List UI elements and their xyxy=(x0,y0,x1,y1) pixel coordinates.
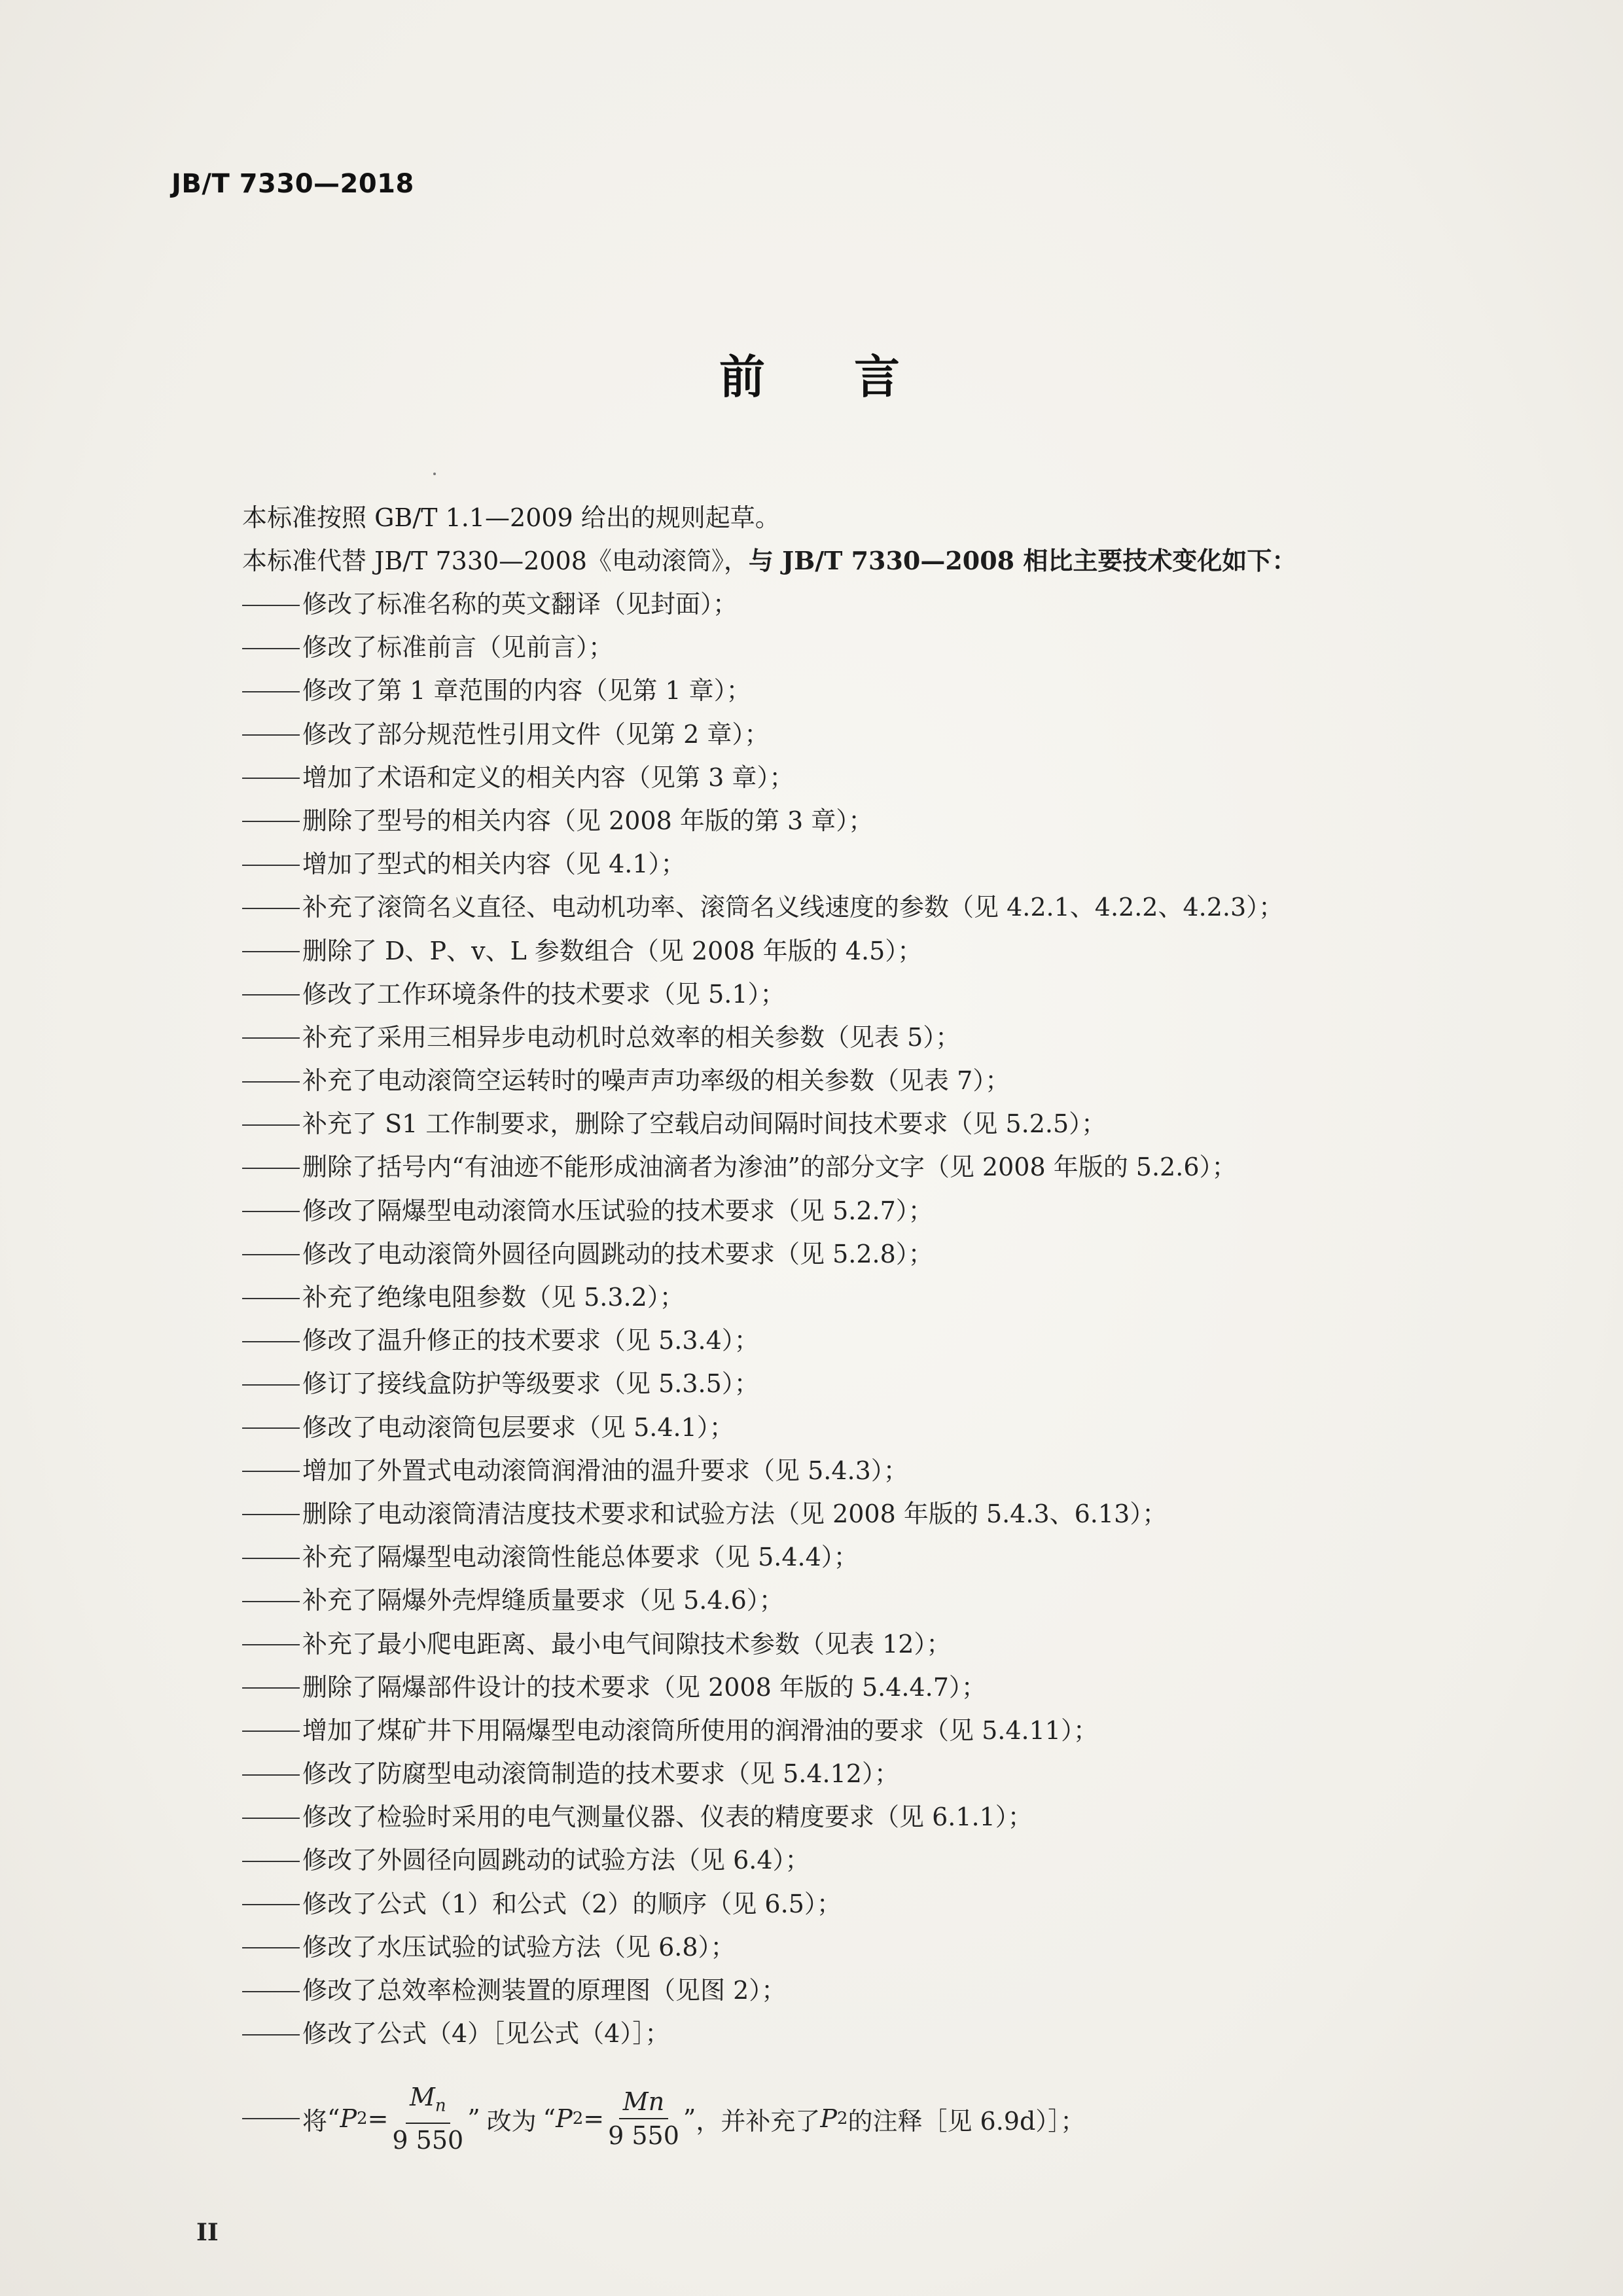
list-item: 修改了防腐型电动滚筒制造的技术要求（见 5.4.12）； xyxy=(242,1752,1486,1795)
list-item: 修改了公式（1）和公式（2）的顺序（见 6.5）； xyxy=(242,1882,1486,1926)
change-list xyxy=(242,583,1486,2055)
list-item: 修改了工作环境条件的技术要求（见 5.1）； xyxy=(242,973,1486,1016)
list-item: 删除了 D、P、v、L 参数组合（见 2008 年版的 4.5）； xyxy=(242,929,1486,973)
list-item: 修改了公式（4）［见公式（4）］； xyxy=(242,2012,1486,2055)
list-item: 修改了标准前言（见前言）； xyxy=(242,626,1486,669)
formula-p: P xyxy=(340,2104,357,2133)
page-title xyxy=(0,340,1623,406)
standard-number: JB/T 7330—2018 xyxy=(171,169,414,199)
intro-paragraph xyxy=(242,496,1472,539)
list-item: 修改了第 1 章范围的内容（见第 1 章）； xyxy=(242,669,1486,712)
list-item: 增加了术语和定义的相关内容（见第 3 章）； xyxy=(242,756,1486,799)
list-item: 修改了电动滚筒外圆径向圆跳动的技术要求（见 5.2.8）； xyxy=(242,1232,1486,1276)
list-item: 补充了 S1 工作制要求，删除了空载启动间隔时间技术要求（见 5.2.5）； xyxy=(242,1102,1486,1145)
intro-line-1: 本标准按照 GB/T 1.1—2009 给出的规则起草。 xyxy=(242,503,780,532)
list-item: 补充了隔爆外壳焊缝质量要求（见 5.4.6）； xyxy=(242,1579,1486,1622)
list-item: 补充了最小爬电距离、最小电气间隙技术参数（见表 12）； xyxy=(242,1623,1486,1666)
intro-paragraph-2 xyxy=(242,539,1472,583)
list-item: 增加了型式的相关内容（见 4.1）； xyxy=(242,842,1486,886)
list-item: 修改了外圆径向圆跳动的试验方法（见 6.4）； xyxy=(242,1839,1486,1882)
list-item: 修改了检验时采用的电气测量仪器、仪表的精度要求（见 6.1.1）； xyxy=(242,1795,1486,1839)
list-item: 补充了隔爆型电动滚筒性能总体要求（见 5.4.4）； xyxy=(242,1535,1486,1579)
list-item: 修改了标准名称的英文翻译（见封面）； xyxy=(242,583,1486,626)
list-item: 删除了括号内“有油迹不能形成油滴者为渗油”的部分文字（见 2008 年版的 5.2.6）； xyxy=(242,1145,1486,1189)
formula-prefix: 将 xyxy=(302,2106,328,2136)
list-item: 修改了温升修正的技术要求（见 5.3.4）； xyxy=(242,1319,1486,1362)
formula-middle: 改为 xyxy=(486,2106,537,2136)
title-char-2: 言 xyxy=(854,350,904,404)
scan-speck xyxy=(433,473,436,475)
new-fraction: $\frac{Mn}{9 550}$ xyxy=(608,2087,679,2150)
list-item: 修订了接线盒防护等级要求（见 5.3.5）； xyxy=(242,1362,1486,1405)
page-number: II xyxy=(196,2219,219,2246)
list-item: 删除了电动滚筒清洁度技术要求和试验方法（见 2008 年版的 5.4.3、6.13）； xyxy=(242,1492,1486,1535)
formula-change-item: 将 “ P 2 = $\frac{M_n}{9 550}$ ” 改为 “ P 2 = $\frac{Mn}{9 550}$ ” ，并补充了 P 2 的注释［见 6.9d）］； xyxy=(242,2083,1085,2155)
intro-line-2-start: 本标准代替 JB/T 7330—2008《电动滚筒》， xyxy=(242,547,749,575)
list-item: 删除了隔爆部件设计的技术要求（见 2008 年版的 5.4.4.7）； xyxy=(242,1666,1486,1709)
list-item: 补充了滚筒名义直径、电动机功率、滚筒名义线速度的参数（见 4.2.1、4.2.2、4.2.3）； xyxy=(242,886,1486,929)
title-char-1: 前 xyxy=(719,350,769,404)
list-item: 修改了电动滚筒包层要求（见 5.4.1）； xyxy=(242,1406,1486,1449)
list-item: 删除了型号的相关内容（见 2008 年版的第 3 章）； xyxy=(242,799,1486,842)
intro-line-2 xyxy=(242,539,1472,583)
list-item: 增加了外置式电动滚筒润滑油的温升要求（见 5.4.3）； xyxy=(242,1449,1486,1492)
list-item: 增加了煤矿井下用隔爆型电动滚筒所使用的润滑油的要求（见 5.4.11）； xyxy=(242,1709,1486,1752)
list-item: 补充了绝缘电阻参数（见 5.3.2）； xyxy=(242,1276,1486,1319)
list-item: 修改了隔爆型电动滚筒水压试验的技术要求（见 5.2.7）； xyxy=(242,1189,1486,1232)
old-fraction: $\frac{M_n}{9 550}$ xyxy=(392,2083,464,2155)
list-item: 补充了电动滚筒空运转时的噪声声功率级的相关参数（见表 7）； xyxy=(242,1059,1486,1102)
intro-line-2-end: 与 JB/T 7330—2008 相比主要技术变化如下： xyxy=(748,546,1297,575)
list-item: 修改了部分规范性引用文件（见第 2 章）； xyxy=(242,713,1486,756)
list-item: 修改了总效率检测装置的原理图（见图 2）； xyxy=(242,1969,1486,2012)
list-item: 补充了采用三相异步电动机时总效率的相关参数（见表 5）； xyxy=(242,1016,1486,1059)
list-item: 修改了水压试验的试验方法（见 6.8）； xyxy=(242,1926,1486,1969)
